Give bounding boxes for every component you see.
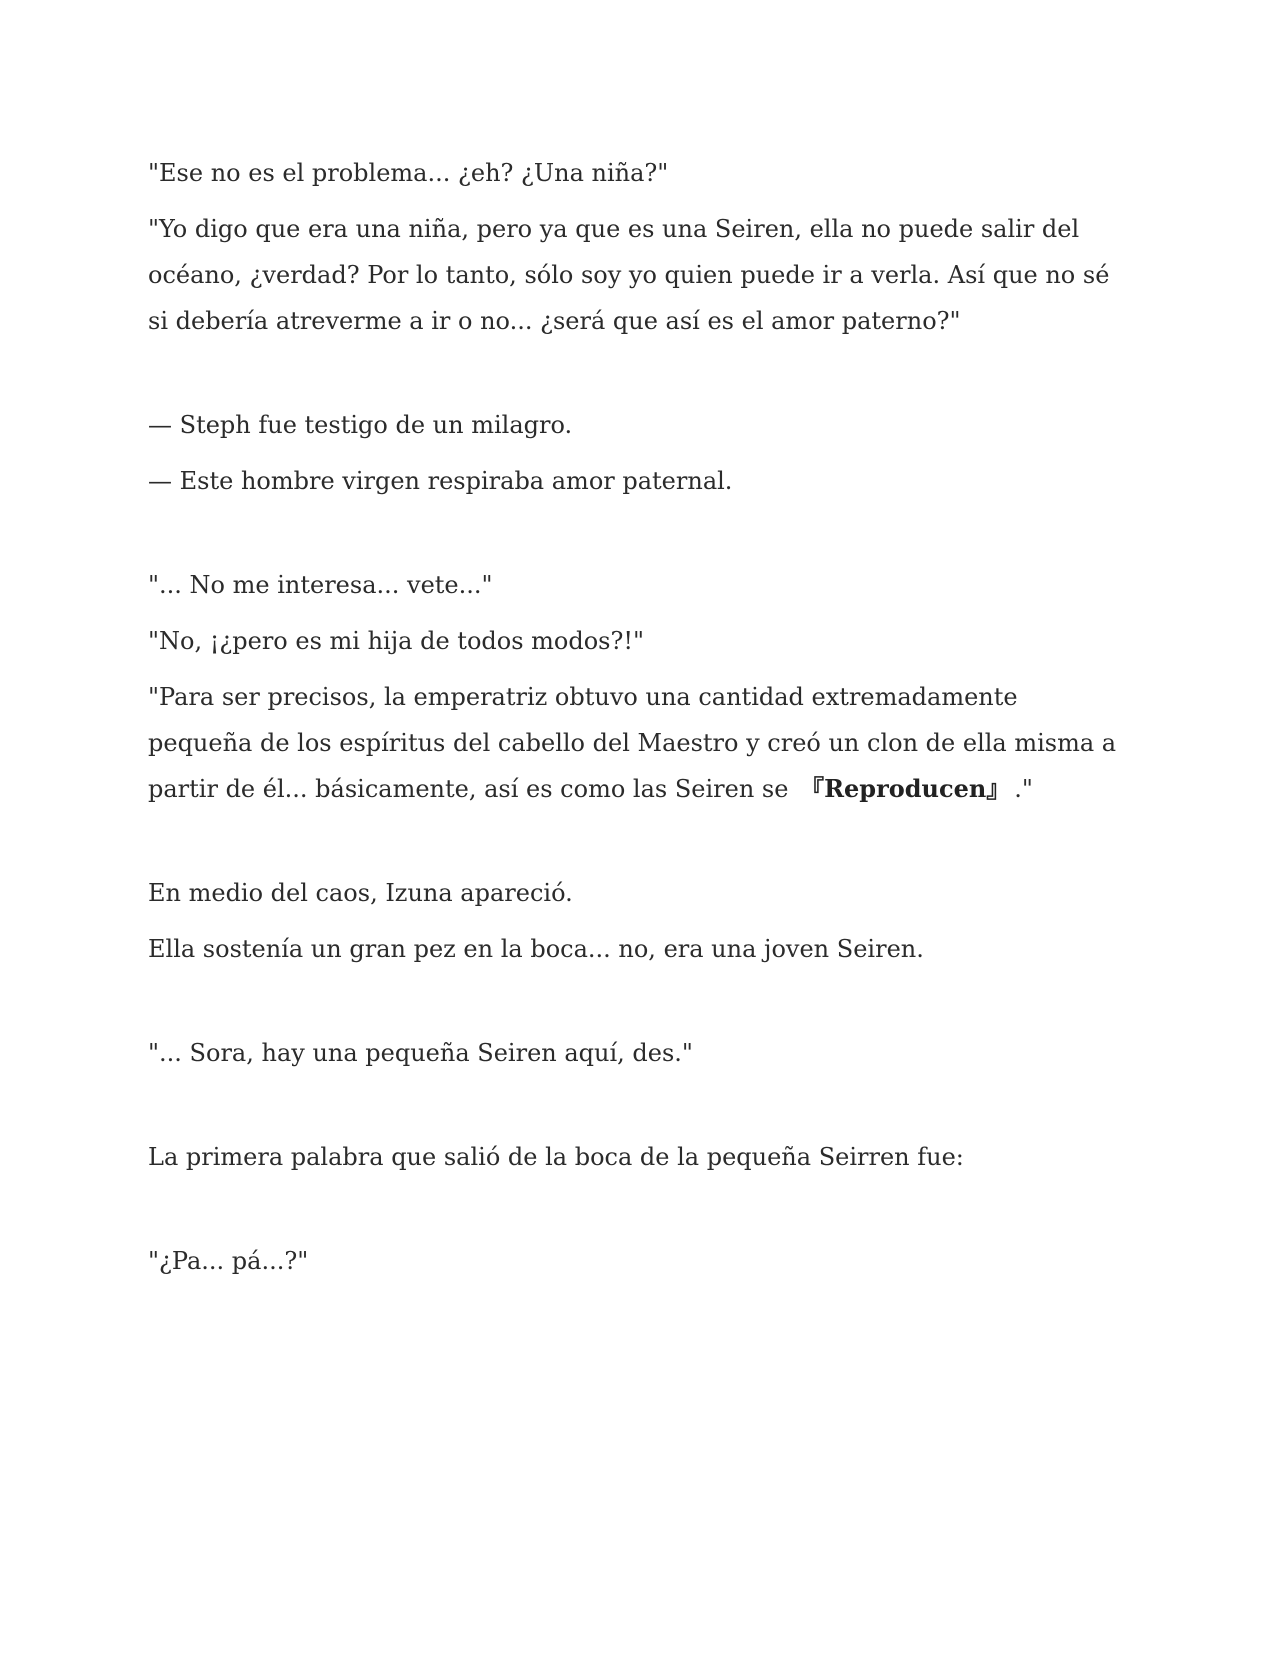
paragraph-gap: [148, 1086, 1123, 1134]
paragraph-text: .": [1014, 775, 1033, 803]
paragraph: "... Sora, hay una pequeña Seiren aquí, des.": [148, 1039, 693, 1067]
paragraph: — Steph fue testigo de un milagro.: [148, 411, 573, 439]
paragraph-gap: [148, 982, 1123, 1030]
paragraph: En medio del caos, Izuna apareció.: [148, 879, 573, 907]
paragraph-gap: [148, 1190, 1123, 1238]
paragraph-gap: [148, 514, 1123, 562]
paragraph: — Este hombre virgen respiraba amor paternal.: [148, 467, 733, 495]
paragraph: "¿Pa... pá...?": [148, 1247, 309, 1275]
paragraph: "Ese no es el problema... ¿eh? ¿Una niña?": [148, 159, 669, 187]
paragraph: "... No me interesa... vete...": [148, 571, 493, 599]
paragraph-gap: [148, 822, 1123, 870]
paragraph: "No, ¡¿pero es mi hija de todos modos?!": [148, 627, 645, 655]
paragraph: Ella sostenía un gran pez en la boca... no, era una joven Seiren.: [148, 935, 924, 963]
document-body: [148, 150, 1123, 1294]
emphasized-term: 『Reproducen』: [800, 774, 1011, 803]
paragraph-with-emphasis: [148, 674, 1123, 812]
paragraph-text: "Para ser precisos, la emperatriz obtuvo una cantidad extremadamente pequeña de los espíritus del cabello del Maestro y creó un clon de ella misma a partir de él... básicamente, así es como las Seiren se: [148, 683, 1117, 803]
paragraph: La primera palabra que salió de la boca de la pequeña Seirren fue:: [148, 1143, 964, 1171]
paragraph: "Yo digo que era una niña, pero ya que es una Seiren, ella no puede salir del océano, ¿verdad? Por lo tanto, sólo soy yo quien puede ir a verla. Así que no sé si debería atreverme a ir o no... ¿será que así es el amor paterno?": [148, 215, 1110, 335]
paragraph-gap: [148, 354, 1123, 402]
